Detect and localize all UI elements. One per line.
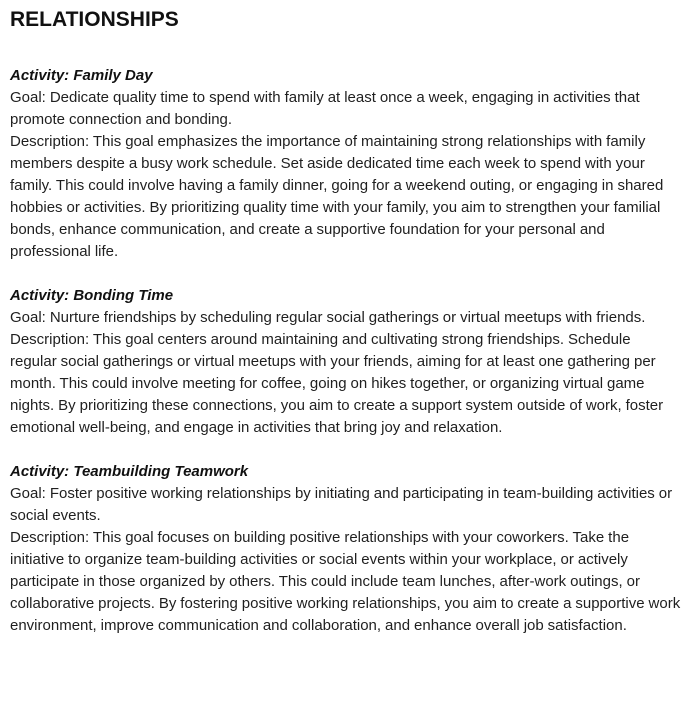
goal-text: Goal: Nurture friendships by scheduling regular social gatherings or virtual meetups with friends. (10, 309, 646, 326)
section-bonding-time (10, 285, 681, 439)
page-title: RELATIONSHIPS (10, 8, 179, 31)
goal-text: Goal: Foster positive working relationships by initiating and participating in team-building activities or social events. (10, 485, 673, 524)
section-family-day (10, 65, 681, 263)
description-text: Description: This goal centers around maintaining and cultivating strong friendships. Schedule regular social gatherings or virtual meetups with your friends, aiming for at least one gathering per month. This could involve meeting for coffee, going on hikes together, or organizing virtual game nights. By prioritizing these connections, you aim to create a support system outside of work, foster emotional well-being, and engage in activities that bring joy and relaxation. (10, 331, 664, 436)
activity-title: Activity: Family Day (10, 67, 153, 84)
activity-title: Activity: Bonding Time (10, 287, 174, 304)
description-text: Description: This goal focuses on building positive relationships with your coworkers. Take the initiative to organize team-building activities or social events within your workplace, or actively participate in those organized by others. This could include team lunches, after-work outings, or collaborative projects. By fostering positive working relationships, you aim to create a supportive work environment, improve communication and collaboration, and enhance overall job satisfaction. (10, 529, 681, 634)
section-teambuilding (10, 461, 681, 637)
description-text: Description: This goal emphasizes the importance of maintaining strong relationships with family members despite a busy work schedule. Set aside dedicated time each week to spend with your family. This could involve having a family dinner, going for a weekend outing, or engaging in shared hobbies or activities. By prioritizing quality time with your family, you aim to strengthen your familial bonds, enhance communication, and create a supportive foundation for your personal and professional life. (10, 133, 664, 260)
activity-title: Activity: Teambuilding Teamwork (10, 463, 249, 480)
goal-text: Goal: Dedicate quality time to spend with family at least once a week, engaging in activities that promote connection and bonding. (10, 89, 640, 128)
